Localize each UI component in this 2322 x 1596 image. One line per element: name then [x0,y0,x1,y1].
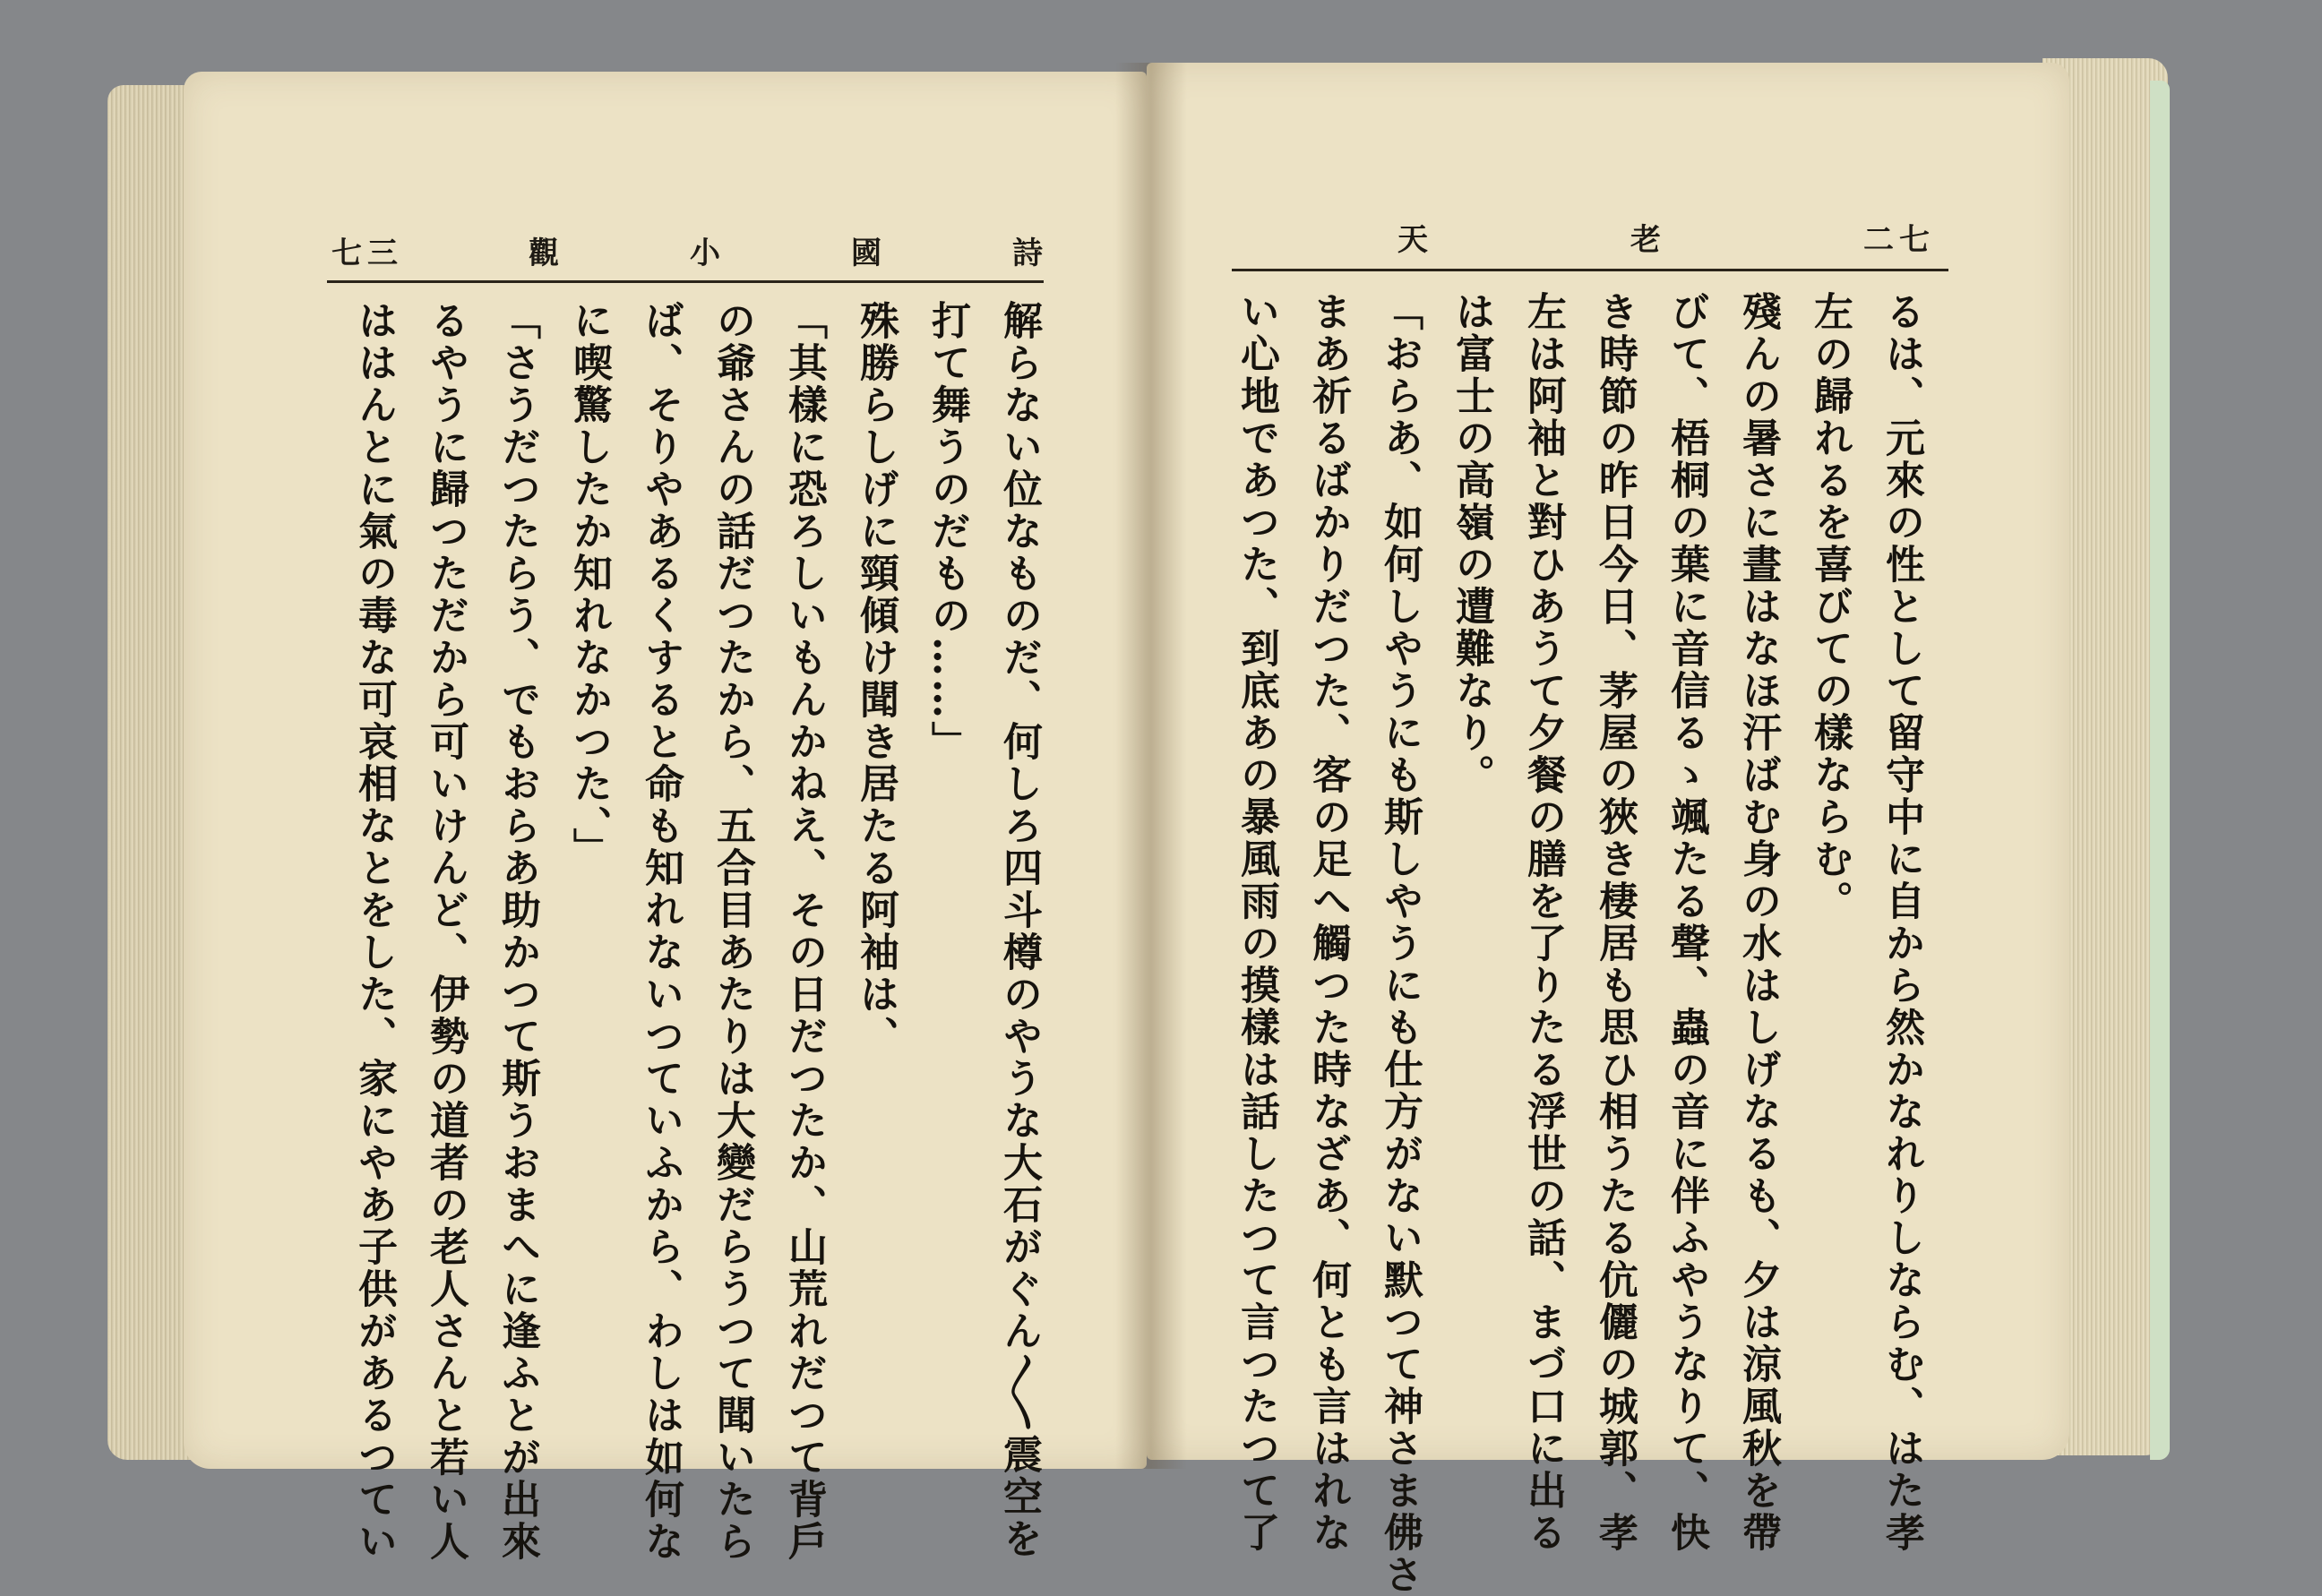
right-page-number: 二七 [1863,222,1935,258]
text-column: 殘んの暑さに晝はなほ汗ばむ身の水はしげなるも、夕は涼風秋を帶 [1735,291,1781,1554]
text-column: の爺さんの話だつたから、五合目あたりは大變だらうつて聞いたら [710,300,755,1563]
text-column: 「さうだつたらう、でもおらあ助かつて斯うおまへに逢ふとが出來 [494,300,540,1563]
text-column: 左は阿袖と對ひあうて夕餐の膳を了りたる浮世の話、まづ口に出る [1520,291,1566,1554]
left-header-char: 國 [851,236,887,271]
text-column: 「おらあ、如何しやうにも斯しやうにも仕方がない默つて神さま佛さ [1377,291,1423,1596]
left-page-header [331,228,1048,272]
left-page-text [338,300,1054,1563]
text-column: に喫驚したか知れなかつた、」 [566,300,612,870]
text-column: ば、そりやあるくすると命も知れないつていふから、わしは如何な [638,300,684,1563]
book-gutter [1115,63,1187,1469]
right-page-text [1220,291,1937,1596]
text-column: びて、梧桐の葉に音信るゝ颯たる聲、蟲の音に伴ふやうなりて、快 [1664,291,1709,1554]
left-header-rule [327,280,1044,283]
cover-edge [2150,81,2170,1460]
text-column: まあ祈るばかりだつた、客の足へ觸つた時なざあ、何とも言はれな [1305,291,1351,1554]
right-page-header [1398,215,1935,259]
text-column: るは、元來の性として留守中に自から然かなれりしならむ、はた孝 [1879,291,1924,1554]
text-column: 解らない位なものだ、何しろ四斗樽のやうな大石がぐん〳〵震空を [996,300,1042,1560]
left-header-char: 詩 [1012,236,1048,271]
left-page-number: 七三 [331,236,403,271]
text-column: 殊勝らしげに頸傾け聞き居たる阿袖は、 [853,300,899,1058]
left-header-char: 小 [690,236,726,271]
text-column: は富士の高嶺の遭難なり。 [1449,291,1494,796]
text-column: ははんとに氣の毒な可哀相なとをした、家にやあ子供があるつてい [351,300,397,1563]
text-column: 左の歸れるを喜びての樣ならむ。 [1807,291,1853,922]
text-column: き時節の昨日今日、茅屋の狹き棲居も思ひ相うたる伉儷の城郭、孝 [1592,291,1638,1554]
text-column: 打て舞うのだもの……」 [924,300,970,763]
text-column: るやうに歸つただから可いけんど、伊勢の道者の老人さんと若い人 [423,300,469,1563]
right-header-char: 老 [1630,222,1666,258]
text-column: い心地であつた、到底あの暴風雨の摸樣は話したつて言つたつて了 [1234,291,1279,1554]
left-header-char: 觀 [529,236,564,271]
right-header-rule [1232,269,1948,271]
text-column: 「其樣に恐ろしいもんかねえ、その日だつたか、山荒れだつて背戶 [781,300,827,1563]
right-header-char: 天 [1398,222,1433,258]
